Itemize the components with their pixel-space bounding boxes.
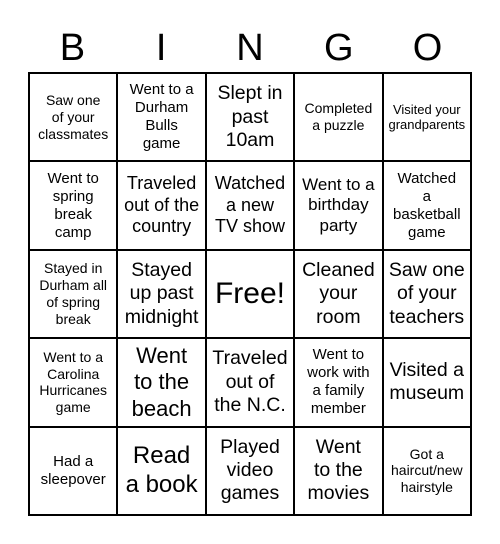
bingo-cell [294,161,382,249]
bingo-cell [294,73,382,161]
cell-text: Completed a puzzle [304,100,373,134]
cell-text: Watched a new TV show [214,173,286,237]
bingo-cell [206,73,294,161]
cell-text: Got a haircut/new hairstyle [391,445,463,496]
cell-text: Traveled out of the N.C. [212,347,288,417]
bingo-cell [117,338,205,426]
bingo-cell [294,250,382,338]
bingo-cell [383,161,471,249]
bingo-header [28,26,472,70]
cell-text: Visited a museum [389,359,465,405]
bingo-cell [383,73,471,161]
bingo-cell [383,338,471,426]
cell-text: Went to a Carolina Hurricanes game [39,348,108,416]
cell-text: Cleaned your room [302,258,375,328]
bingo-cell [117,250,205,338]
bingo-free-space [206,250,294,338]
bingo-card-grid [28,72,472,516]
header-letter-b: B [59,27,86,69]
cell-text: Had a sleepover [40,452,106,488]
bingo-cell [294,427,382,515]
bingo-cell [29,250,117,338]
bingo-cell [206,161,294,249]
cell-text: Went to a Durham Bulls game [129,81,194,153]
header-letter-o: O [412,27,443,69]
free-space-text: Free! [214,276,285,310]
bingo-cell [29,161,117,249]
cell-text: Went to spring break camp [47,169,99,241]
bingo-cell [206,338,294,426]
cell-text: Read a book [125,442,198,498]
bingo-cell [29,427,117,515]
header-letter-i: I [155,27,167,69]
cell-text: Watched a basketball game [393,169,461,241]
cell-text: Went to work with a family member [307,346,370,418]
bingo-cell [117,427,205,515]
bingo-cell [383,250,471,338]
cell-text: Saw one of your teachers [388,258,465,328]
cell-text: Played video games [220,435,280,505]
cell-text: Saw one of your classmates [38,92,109,142]
bingo-cell [117,161,205,249]
cell-text: Went to the beach [131,342,192,421]
bingo-cell [383,427,471,515]
bingo-cell [206,427,294,515]
cell-text: Traveled out of the country [124,173,200,237]
cell-text: Went to the movies [307,435,370,505]
cell-text: Slept in past 10am [217,82,283,151]
bingo-cell [29,73,117,161]
cell-text: Went to a birthday party [302,175,375,235]
bingo-cell [29,338,117,426]
bingo-cell [294,338,382,426]
cell-text: Stayed up past midnight [124,258,199,328]
header-letter-g: G [324,27,354,69]
cell-text: Stayed in Durham all of spring break [39,260,108,327]
cell-text: Visited your grandparents [388,101,466,133]
header-letter-n: N [236,27,264,69]
bingo-cell [117,73,205,161]
